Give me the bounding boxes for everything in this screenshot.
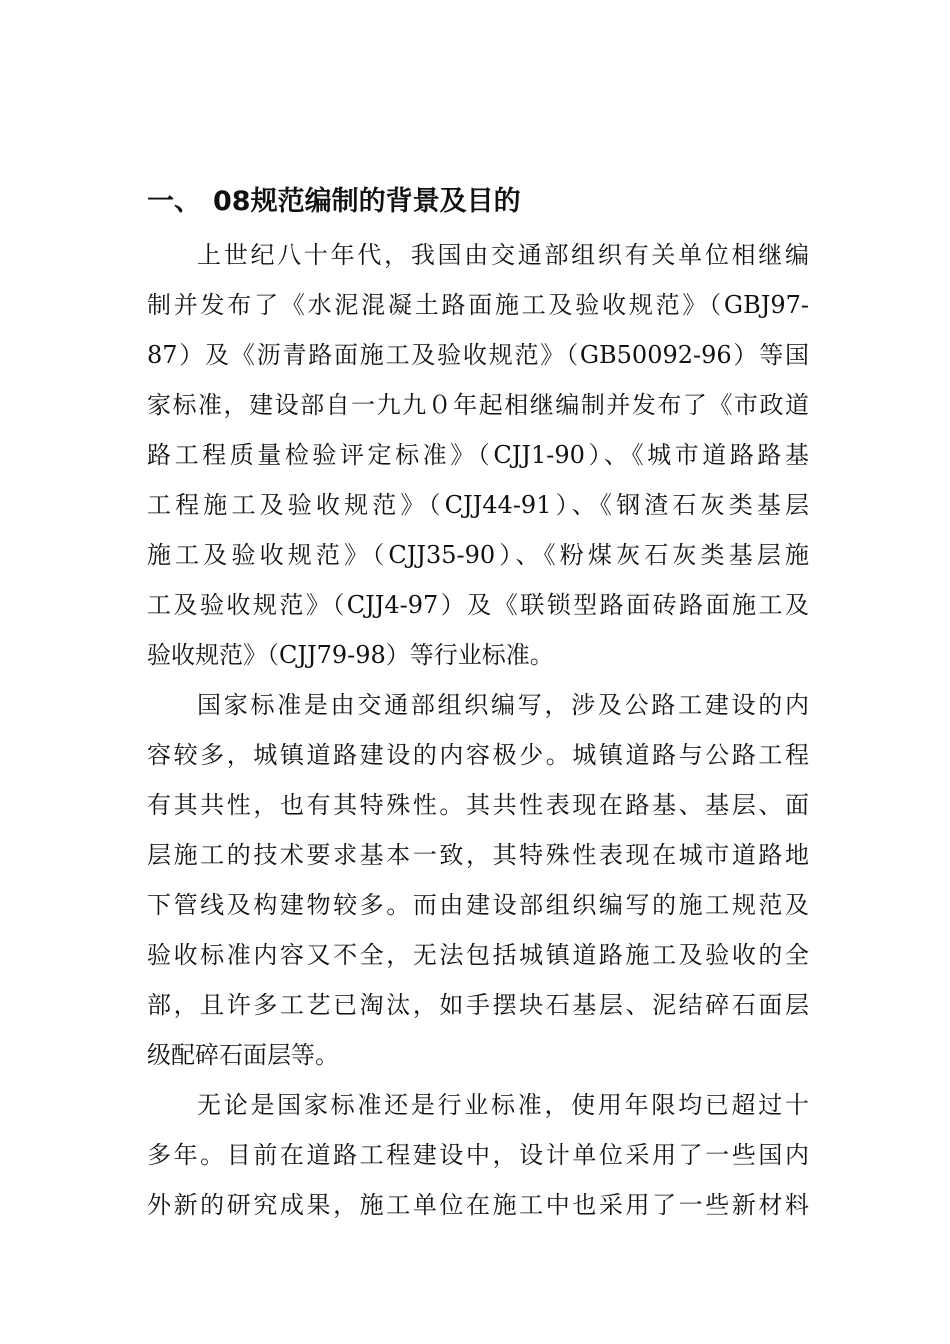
- paragraph-3-line-1: 无论是国家标准还是行业标准，使用年限均已超过十: [197, 1091, 809, 1119]
- paragraph-1-line-6: 工程施工及验收规范》（CJJ44-91）、《钢渣石灰类基层: [147, 491, 809, 519]
- paragraph-1-line-9: 验收规范》（CJJ79-98）等行业标准。: [147, 641, 554, 669]
- paragraph-2-line-1: 国家标准是由交通部组织编写，涉及公路工建设的内: [197, 691, 809, 719]
- paragraph-1-line-3: 87）及《沥青路面施工及验收规范》（GB50092-96）等国: [147, 341, 809, 369]
- document-body: [147, 230, 809, 1230]
- paragraph-2-line-3: 有其共性，也有其特殊性。其共性表现在路基、基层、面: [147, 791, 809, 819]
- paragraph-1-line-1: 上世纪八十年代，我国由交通部组织有关单位相继编: [197, 241, 809, 269]
- section-heading: [147, 184, 807, 220]
- paragraph-1-line-5: 路工程质量检验评定标准》（CJJ1-90）、《城市道路路基: [147, 441, 809, 469]
- section-number: 一、: [147, 186, 201, 217]
- paragraph-2-line-5: 下管线及构建物较多。而由建设部组织编写的施工规范及: [147, 891, 809, 919]
- paragraph-2-line-6: 验收标准内容又不全，无法包括城镇道路施工及验收的全: [147, 941, 809, 969]
- paragraph-1-line-7: 施工及验收规范》（CJJ35-90）、《粉煤灰石灰类基层施: [147, 541, 809, 569]
- paragraph-3-line-2: 多年。目前在道路工程建设中，设计单位采用了一些国内: [147, 1141, 809, 1169]
- paragraph-1-line-2: 制并发布了《水泥混凝土路面施工及验收规范》（GBJ97-: [147, 291, 809, 319]
- paragraph-2-line-2: 容较多，城镇道路建设的内容极少。城镇道路与公路工程: [147, 741, 809, 769]
- section-title: 08规范编制的背景及目的: [213, 186, 521, 217]
- paragraph-2-line-7: 部，且许多工艺已淘汰，如手摆块石基层、泥结碎石面层: [147, 991, 809, 1019]
- paragraph-3-line-3: 外新的研究成果，施工单位在施工中也采用了一些新材料: [147, 1191, 809, 1219]
- paragraph-1-line-8: 工及验收规范》（CJJ4-97）及《联锁型路面砖路面施工及: [147, 591, 809, 619]
- paragraph-2-line-8: 级配碎石面层等。: [147, 1041, 339, 1069]
- paragraph-1-line-4: 家标准，建设部自一九九０年起相继编制并发布了《市政道: [147, 391, 809, 419]
- paragraph-2-line-4: 层施工的技术要求基本一致，其特殊性表现在城市道路地: [147, 841, 809, 869]
